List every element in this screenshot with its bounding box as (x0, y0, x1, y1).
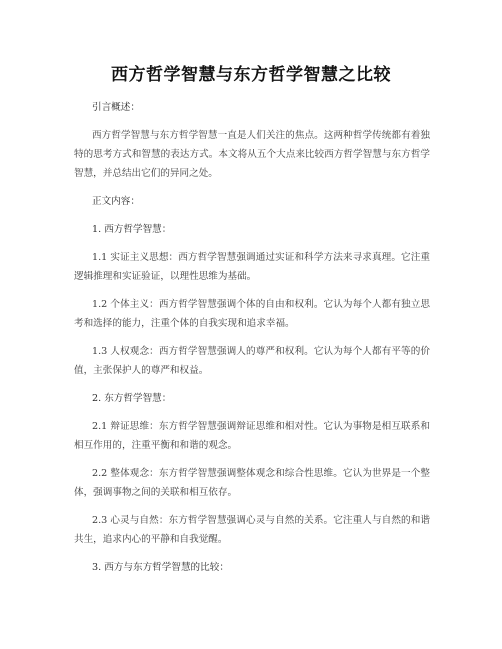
paragraph-body-label: 正文内容： (92, 196, 140, 207)
section-heading-2: 2. 东方哲学智慧： (92, 393, 172, 404)
paragraph-2-2: 2.2 整体观念：东方哲学智慧强调整体观念和综合性思维。它认为世界是一个整体，强调事物之间的关联和相互依存。 (74, 468, 430, 498)
paragraph-1-2: 1.2 个体主义：西方哲学智慧强调个体的自由和权利。它认为每个人都有独立思考和选择的能力，注重个体的自我实现和追求幸福。 (74, 299, 430, 329)
document-title: 西方哲学智慧与东方哲学智慧之比较 (111, 65, 391, 85)
paragraph-2-3: 2.3 心灵与自然：东方哲学智慧强调心灵与自然的关系。它注重人与自然的和谐共生，追求内心的平静和自我觉醒。 (74, 515, 430, 545)
paragraph-1-1: 1.1 实证主义思想：西方哲学智慧强调通过实证和科学方法来寻求真理。它注重逻辑推理和实证验证，以理性思维为基础。 (74, 252, 430, 282)
section-heading-1: 1. 西方哲学智慧： (92, 224, 172, 235)
paragraph-2-1: 2.1 辩证思维：东方哲学智慧强调辩证思维和相对性。它认为事物是相互联系和相互作用的，注重平衡和和谐的观念。 (74, 421, 430, 451)
section-heading-3: 3. 西方与东方哲学智慧的比较： (92, 562, 229, 573)
document-body (74, 98, 430, 586)
paragraph-intro: 西方哲学智慧与东方哲学智慧一直是人们关注的焦点。这两种哲学传统都有着独特的思考方式和智慧的表达方式。本文将从五个大点来比较西方哲学智慧与东方哲学智慧，并总结出它们的异同之处。 (74, 130, 430, 179)
paragraph-1-3: 1.3 人权观念：西方哲学智慧强调人的尊严和权利。它认为每个人都有平等的价值，主张保护人的尊严和权益。 (74, 346, 430, 376)
paragraph-intro-label: 引言概述： (92, 102, 140, 113)
